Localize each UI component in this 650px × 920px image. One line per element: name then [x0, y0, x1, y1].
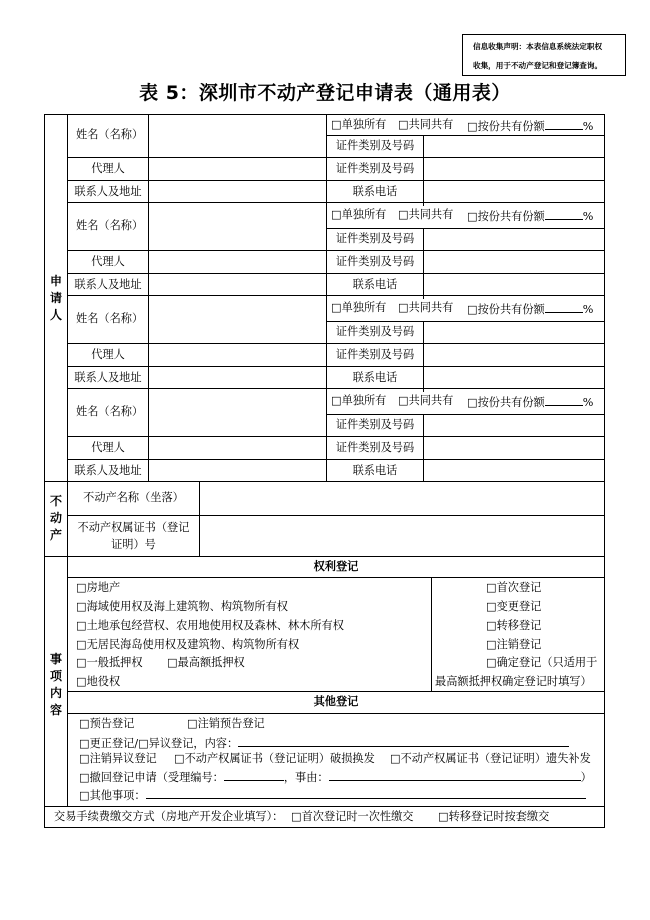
fee-option-per-unit[interactable]: □转移登记时按套缴交 — [438, 810, 550, 823]
rights-item-real-estate[interactable]: □房地产 — [76, 581, 121, 594]
other-item-correction-objection[interactable]: □更正登记/□异议登记，内容： — [79, 735, 569, 751]
other-registration-title: 其他登记 — [313, 695, 359, 708]
reg-type-change[interactable]: □变更登记 — [486, 600, 542, 613]
applicant-4-share-portion[interactable]: □按份共有份额 % — [467, 396, 594, 409]
rights-item-easement[interactable]: □地役权 — [76, 675, 121, 688]
applicant-2-share-sole[interactable]: □单独所有 — [331, 208, 387, 221]
applicant-3-id-label: 证件类别及号码 — [335, 325, 415, 338]
applicant-2-agent-id-label: 证件类别及号码 — [335, 255, 415, 268]
rights-item-max-mortgage[interactable]: □最高额抵押权 — [167, 656, 245, 669]
applicant-3-agent-id-label: 证件类别及号码 — [335, 348, 415, 361]
property-name-label: 不动产名称（坐落） — [83, 491, 184, 504]
form-title: 表 5：深圳市不动产登记申请表（通用表） — [139, 82, 511, 104]
other-item-others[interactable]: □其他事项： — [79, 787, 586, 803]
applicant-2-contact-label: 联系人及地址 — [74, 278, 142, 291]
property-section-label: 不动产 — [49, 494, 62, 542]
applicant-section-label: 申请人 — [49, 274, 62, 322]
applicant-4-share-joint[interactable]: □共同共有 — [398, 394, 454, 407]
other-item-advance-notice[interactable]: □预告登记 — [79, 717, 135, 730]
applicant-4-phone-label: 联系电话 — [352, 464, 398, 477]
other-item-cancel-objection[interactable]: □注销异议登记 — [79, 752, 157, 765]
applicant-2-share-portion[interactable]: □按份共有份额 % — [467, 210, 594, 223]
applicant-2-id-label: 证件类别及号码 — [335, 232, 415, 245]
notice-line-2: 收集，用于不动产登记和登记簿查询。 — [473, 61, 603, 70]
applicant-2-agent-label: 代理人 — [91, 255, 125, 268]
correction-content-field — [238, 735, 569, 747]
applicant-2-share-joint[interactable]: □共同共有 — [398, 208, 454, 221]
applicant-3-share-portion[interactable]: □按份共有份额 % — [467, 303, 594, 316]
fee-payment-label: 交易手续费缴交方式（房地产开发企业填写）： — [54, 810, 284, 823]
rights-item-general-mortgage[interactable]: □一般抵押权 — [76, 656, 143, 669]
applicant-4-id-label: 证件类别及号码 — [335, 418, 415, 431]
applicant-4-name-label: 姓名（名称） — [76, 405, 144, 418]
applicant-1-contact-label: 联系人及地址 — [74, 185, 142, 198]
applicant-1-share-portion[interactable]: □按份共有份额 % — [467, 120, 594, 133]
other-item-withdraw[interactable]: □撤回登记申请（受理编号： ，事由： ） — [79, 771, 592, 784]
applicant-4-share-sole[interactable]: □单独所有 — [331, 394, 387, 407]
applicant-1-name-label: 姓名（名称） — [76, 128, 144, 141]
reg-type-confirm[interactable]: □确定登记（只适用于 — [486, 656, 598, 669]
applicant-2-name-label: 姓名（名称） — [76, 219, 144, 232]
rights-registration-title: 权利登记 — [313, 560, 359, 573]
notice-line-1: 信息收集声明：本表信息系统法定职权 — [473, 42, 603, 51]
applicant-4-agent-label: 代理人 — [91, 441, 125, 454]
fee-option-one-time[interactable]: □首次登记时一次性缴交 — [291, 810, 414, 823]
reg-type-cancel[interactable]: □注销登记 — [486, 638, 542, 651]
applicant-3-agent-label: 代理人 — [91, 348, 125, 361]
applicant-1-agent-label: 代理人 — [91, 162, 125, 175]
reg-type-transfer[interactable]: □转移登记 — [486, 619, 542, 632]
applicant-1-agent-id-label: 证件类别及号码 — [335, 162, 415, 175]
withdraw-reason-field — [329, 769, 581, 781]
other-item-lost-cert[interactable]: □不动产权属证书（登记证明）遗失补发 — [390, 752, 591, 765]
applicant-3-name-label: 姓名（名称） — [76, 312, 144, 325]
reg-type-initial[interactable]: □首次登记 — [486, 581, 542, 594]
rights-item-land-contract[interactable]: □土地承包经营权、农用地使用权及森林、林木所有权 — [76, 619, 344, 632]
applicant-3-contact-label: 联系人及地址 — [74, 371, 142, 384]
other-item-cancel-advance-notice[interactable]: □注销预告登记 — [187, 717, 265, 730]
applicant-3-phone-label: 联系电话 — [352, 371, 398, 384]
applicant-1-phone-label: 联系电话 — [352, 185, 398, 198]
other-matters-field — [146, 787, 586, 799]
applicant-1-share-sole[interactable]: □单独所有 — [331, 118, 387, 131]
reg-type-confirm-note: 最高额抵押权确定登记时填写） — [435, 675, 592, 688]
applicant-1-share-joint[interactable]: □共同共有 — [398, 118, 454, 131]
applicant-4-contact-label: 联系人及地址 — [74, 464, 142, 477]
rights-item-island[interactable]: □无居民海岛使用权及建筑物、构筑物所有权 — [76, 638, 300, 651]
applicant-1-id-label: 证件类别及号码 — [335, 139, 415, 152]
matters-section-label: 事项内容 — [49, 652, 62, 717]
rights-item-sea-area[interactable]: □海域使用权及海上建筑物、构筑物所有权 — [76, 600, 288, 613]
applicant-3-share-joint[interactable]: □共同共有 — [398, 301, 454, 314]
applicant-4-agent-id-label: 证件类别及号码 — [335, 441, 415, 454]
other-item-damaged-cert[interactable]: □不动产权属证书（登记证明）破损换发 — [174, 752, 375, 765]
applicant-3-share-sole[interactable]: □单独所有 — [331, 301, 387, 314]
applicant-2-phone-label: 联系电话 — [352, 278, 398, 291]
acceptance-number-field — [224, 769, 284, 781]
property-cert-label-line-1: 不动产权属证书（登记 — [77, 521, 190, 534]
property-cert-label-line-2: 证明）号 — [111, 538, 156, 551]
